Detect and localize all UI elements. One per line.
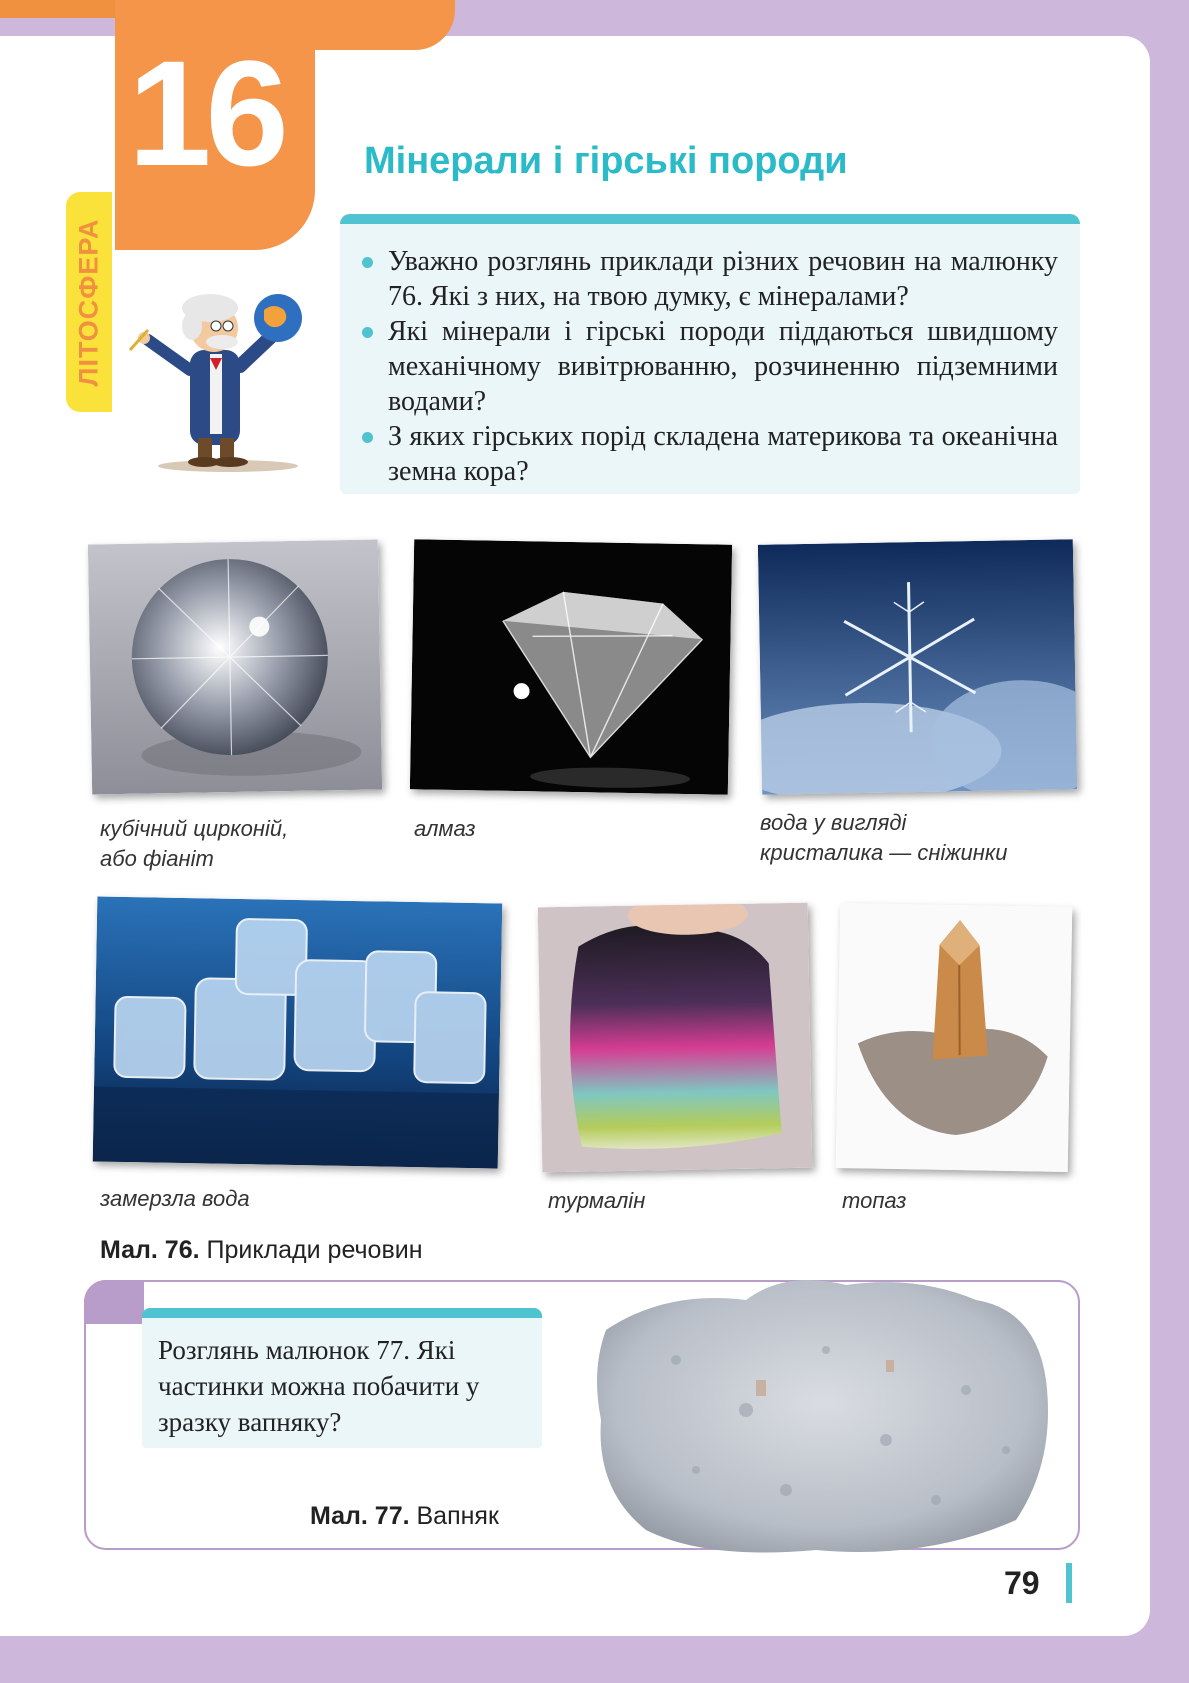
topaz-photo xyxy=(836,903,1073,1172)
caption-topaz: топаз xyxy=(842,1188,907,1213)
questions-box xyxy=(340,214,1080,494)
snowflake-photo xyxy=(758,539,1077,794)
ice-photo xyxy=(93,896,503,1168)
section-label-wrap xyxy=(66,192,112,412)
caption-zirconia-line2: або фіаніт xyxy=(100,846,214,871)
task-box-tab xyxy=(84,1280,144,1324)
page-number: 79 xyxy=(1004,1565,1040,1601)
professor-illustration xyxy=(118,270,328,475)
caption-ice: замерзла вода xyxy=(100,1186,250,1211)
question-item: З яких гірських порід складена материкова та океанічна земна кора? xyxy=(358,419,1058,489)
section-label: ЛІТОСФЕРА xyxy=(73,218,104,386)
questions-list xyxy=(358,244,1058,489)
caption-snowflake-line1: вода у вигляді xyxy=(760,810,907,835)
page-number-bar xyxy=(1066,1563,1072,1603)
task-question: Розглянь малюнок 77. Які частинки можна побачити у зразку вапняку? xyxy=(142,1308,542,1448)
caption-zirconia xyxy=(100,814,288,874)
caption-zirconia-line1: кубічний цирконій, xyxy=(100,816,289,841)
zirconia-photo xyxy=(88,539,382,794)
tourmaline-photo xyxy=(538,903,813,1173)
caption-tourmaline: турмалін xyxy=(548,1188,646,1213)
chapter-number: 16 xyxy=(128,29,283,197)
figure77-number: Мал. 77. xyxy=(310,1502,410,1530)
caption-snowflake-line2: кристалика — сніжинки xyxy=(760,840,1008,865)
figure77-text: Вапняк xyxy=(409,1502,499,1530)
limestone-photo xyxy=(586,1270,1056,1560)
figure77-label xyxy=(310,1502,499,1531)
figure76-number: Мал. 76. xyxy=(100,1236,200,1264)
diamond-photo xyxy=(410,539,732,795)
question-item: Які мінерали і гірські породи піддаються швидшому механічному вивітрюванню, розчиненню підземними водами? xyxy=(358,314,1058,419)
page-title: Мінерали і гірські породи xyxy=(364,140,848,182)
caption-snowflake xyxy=(760,808,1008,868)
caption-diamond: алмаз xyxy=(414,816,476,841)
figure76-text: Приклади речовин xyxy=(199,1236,423,1264)
question-item: Уважно розглянь приклади різних речовин на малюнку 76. Які з них, на твою думку, є мінералами? xyxy=(358,244,1058,314)
figure76-label xyxy=(100,1236,423,1265)
